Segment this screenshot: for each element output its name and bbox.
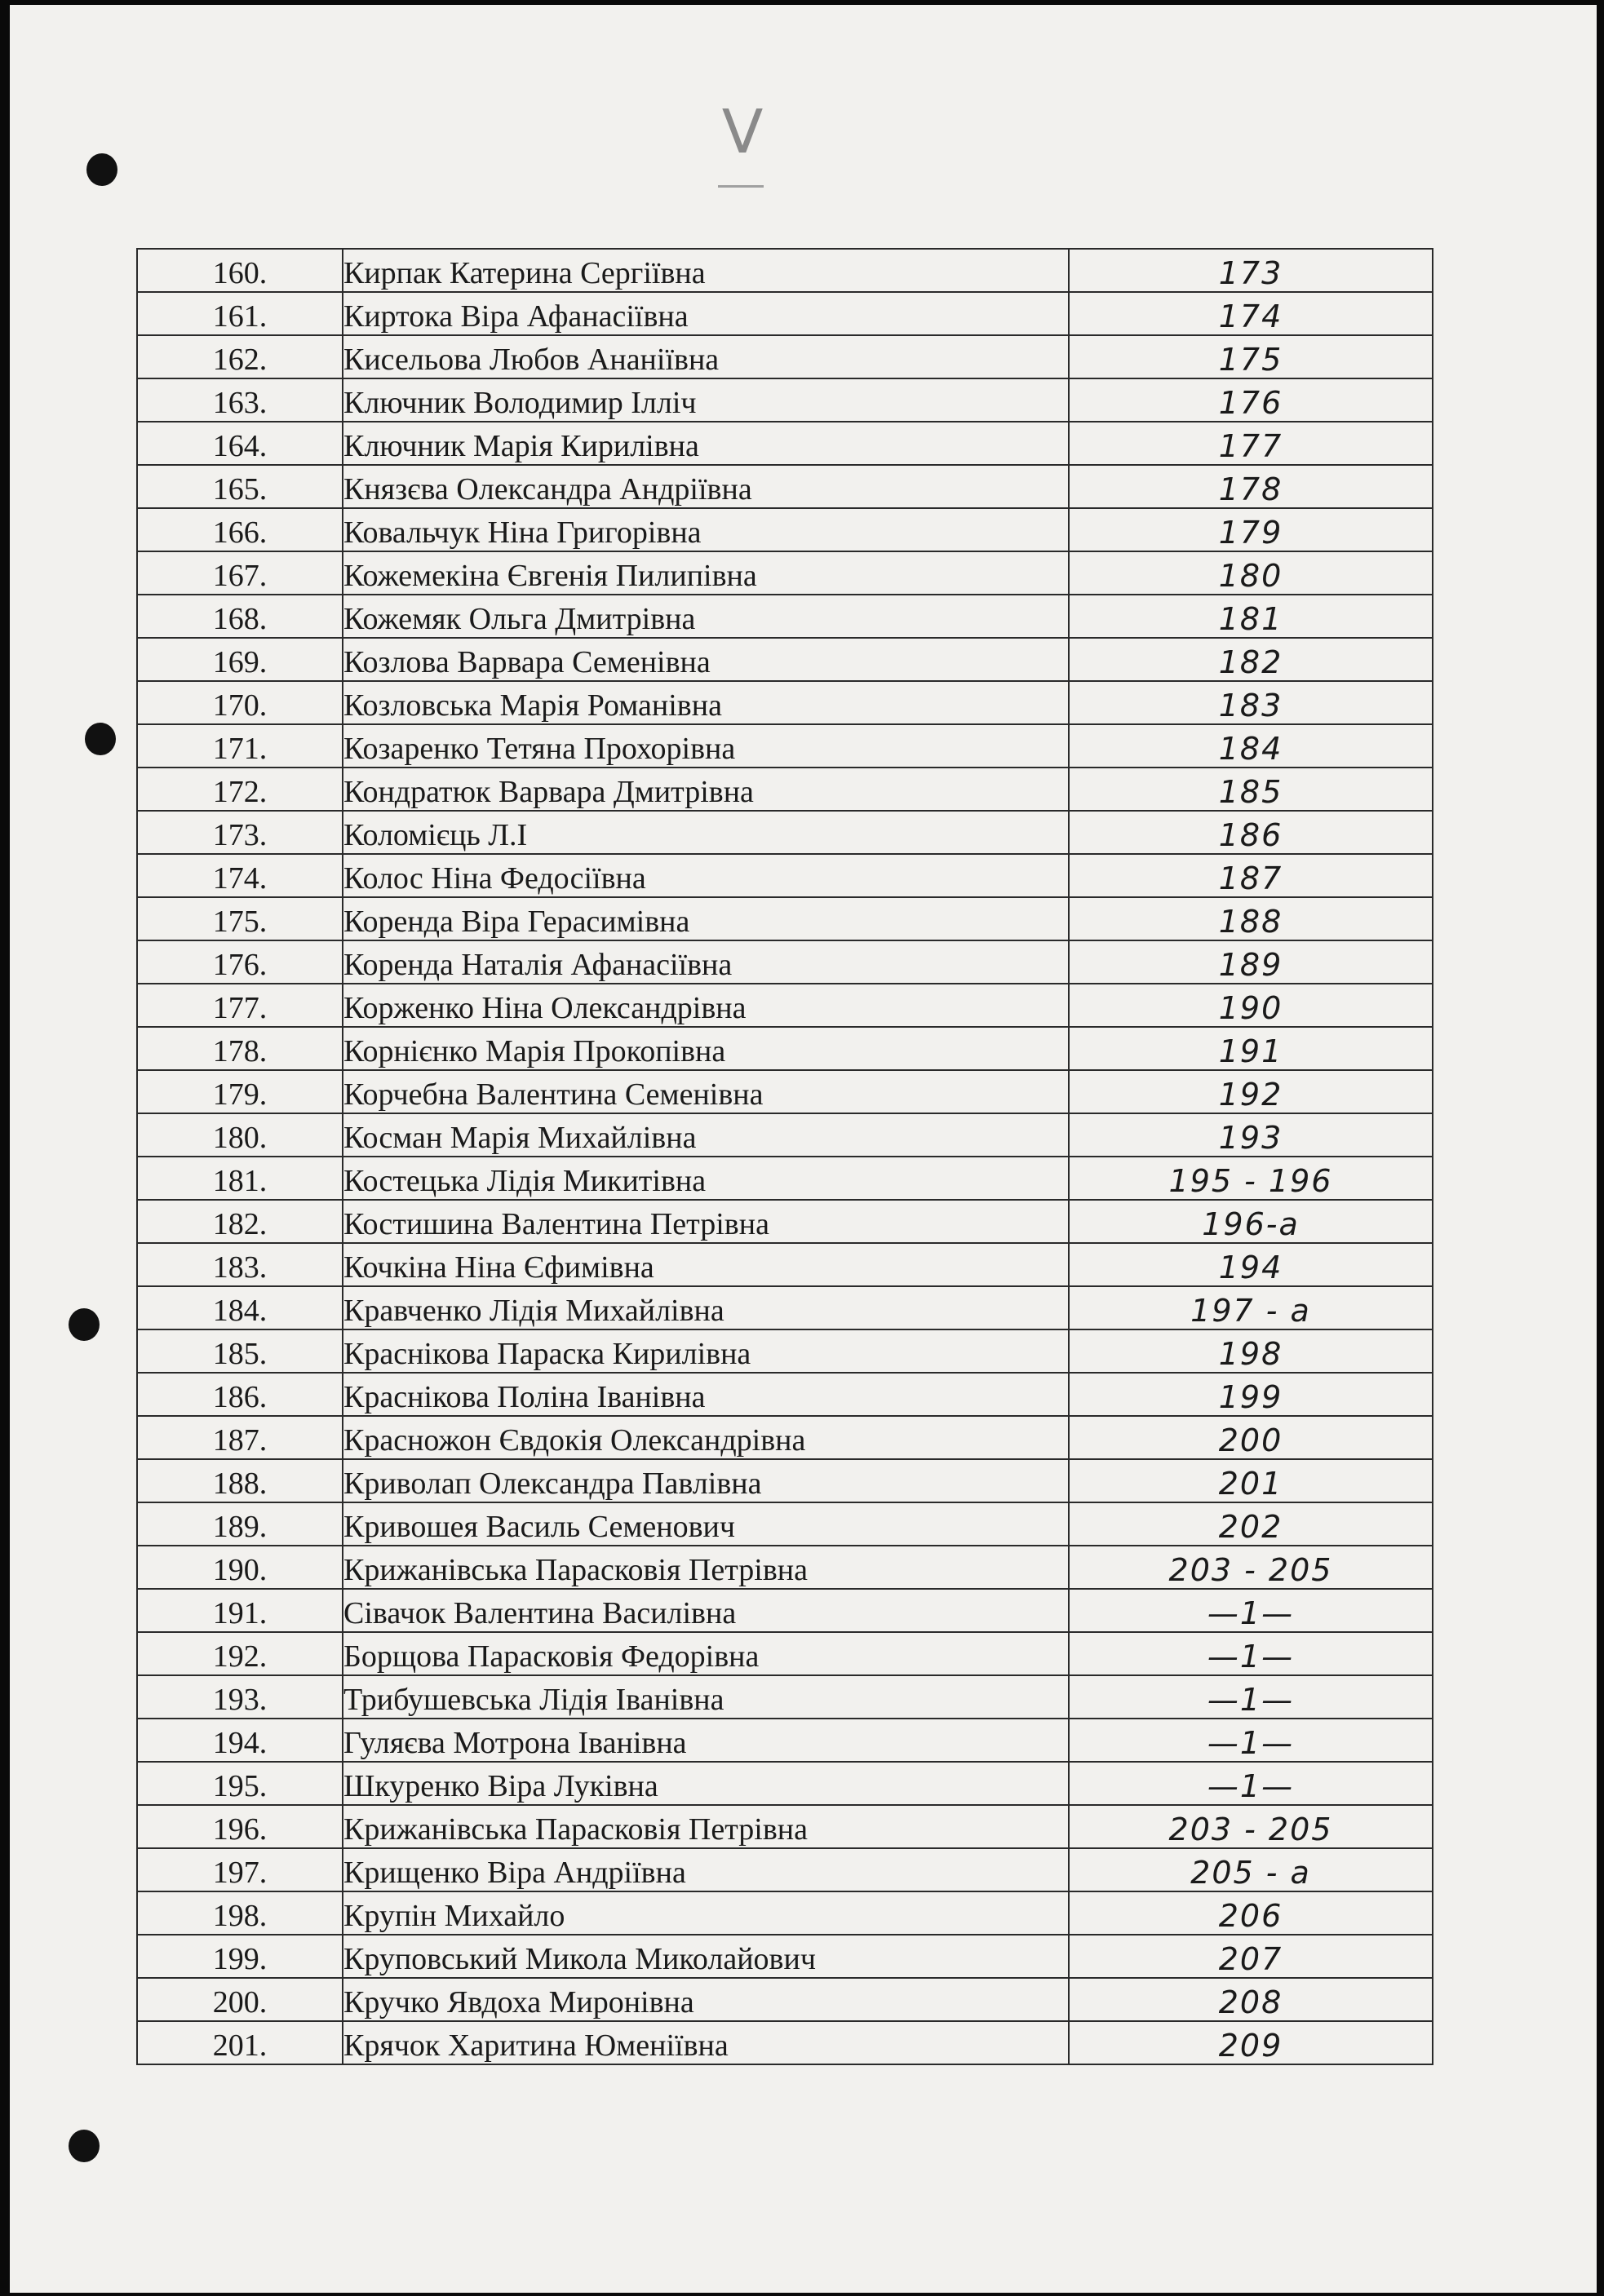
handwritten-reference: 195 - 196 (1069, 1157, 1433, 1200)
person-name: Козлова Варвара Семенівна (343, 638, 1069, 681)
person-name: Косман Марія Михайлівна (343, 1113, 1069, 1157)
table-row (137, 681, 1433, 724)
table-row (137, 854, 1433, 897)
person-name: Гуляєва Мотрона Іванівна (343, 1719, 1069, 1762)
row-number: 183. (137, 1243, 343, 1286)
handwritten-reference: 174 (1069, 292, 1433, 335)
handwritten-reference: 182 (1069, 638, 1433, 681)
person-name: Киртока Віра Афанасіївна (343, 292, 1069, 335)
person-name: Красножон Євдокія Олександрівна (343, 1416, 1069, 1459)
person-name: Борщова Парасковія Федорівна (343, 1632, 1069, 1675)
row-number: 167. (137, 551, 343, 595)
handwritten-reference: 207 (1069, 1935, 1433, 1978)
handwritten-reference: 205 - а (1069, 1848, 1433, 1891)
row-number: 160. (137, 249, 343, 292)
row-number: 199. (137, 1935, 343, 1978)
handwritten-reference: 208 (1069, 1978, 1433, 2021)
handwritten-reference: 179 (1069, 508, 1433, 551)
handwritten-reference: —1— (1069, 1762, 1433, 1805)
row-number: 188. (137, 1459, 343, 1502)
punch-hole-upper-middle (85, 723, 116, 755)
punch-hole-top (86, 153, 117, 186)
row-number: 162. (137, 335, 343, 378)
table-row (137, 508, 1433, 551)
row-number: 175. (137, 897, 343, 940)
table-row (137, 595, 1433, 638)
punch-hole-bottom (69, 2130, 100, 2162)
table-row (137, 1632, 1433, 1675)
handwritten-reference: 175 (1069, 335, 1433, 378)
row-number: 177. (137, 984, 343, 1027)
handwritten-reference: 201 (1069, 1459, 1433, 1502)
punch-hole-lower-middle (69, 1308, 100, 1341)
table-row (137, 1935, 1433, 1978)
folio-mark: V (710, 83, 775, 197)
table-row (137, 638, 1433, 681)
person-name: Крижанівська Парасковія Петрівна (343, 1805, 1069, 1848)
table-row (137, 465, 1433, 508)
row-number: 185. (137, 1329, 343, 1373)
row-number: 198. (137, 1891, 343, 1935)
handwritten-reference: 192 (1069, 1070, 1433, 1113)
handwritten-reference: 181 (1069, 595, 1433, 638)
handwritten-reference: 203 - 205 (1069, 1805, 1433, 1848)
handwritten-reference: 209 (1069, 2021, 1433, 2064)
row-number: 169. (137, 638, 343, 681)
person-name: Крупін Михайло (343, 1891, 1069, 1935)
handwritten-reference: 189 (1069, 940, 1433, 984)
row-number: 179. (137, 1070, 343, 1113)
table-row (137, 1200, 1433, 1243)
handwritten-reference: 183 (1069, 681, 1433, 724)
row-number: 164. (137, 422, 343, 465)
row-number: 170. (137, 681, 343, 724)
row-number: 192. (137, 1632, 343, 1675)
table-row (137, 335, 1433, 378)
table-row (137, 1416, 1433, 1459)
row-number: 194. (137, 1719, 343, 1762)
row-number: 196. (137, 1805, 343, 1848)
document-page (10, 5, 1597, 2293)
row-number: 173. (137, 811, 343, 854)
person-name: Кривошея Василь Семенович (343, 1502, 1069, 1546)
table-row (137, 1589, 1433, 1632)
table-row (137, 1027, 1433, 1070)
table-row (137, 1459, 1433, 1502)
table-row (137, 1719, 1433, 1762)
table-row (137, 422, 1433, 465)
person-name: Коренда Наталія Афанасіївна (343, 940, 1069, 984)
table-row (137, 1286, 1433, 1329)
row-number: 181. (137, 1157, 343, 1200)
table-row (137, 378, 1433, 422)
row-number: 182. (137, 1200, 343, 1243)
person-name: Колос Ніна Федосіївна (343, 854, 1069, 897)
handwritten-reference: 200 (1069, 1416, 1433, 1459)
person-name: Костишина Валентина Петрівна (343, 1200, 1069, 1243)
handwritten-reference: 180 (1069, 551, 1433, 595)
handwritten-reference: 199 (1069, 1373, 1433, 1416)
person-name: Коломієць Л.І (343, 811, 1069, 854)
handwritten-reference: 184 (1069, 724, 1433, 768)
row-number: 197. (137, 1848, 343, 1891)
row-number: 195. (137, 1762, 343, 1805)
person-name: Криволап Олександра Павлівна (343, 1459, 1069, 1502)
row-number: 166. (137, 508, 343, 551)
person-name: Ключник Володимир Ілліч (343, 378, 1069, 422)
person-name: Круповський Микола Миколайович (343, 1935, 1069, 1978)
table-row (137, 811, 1433, 854)
handwritten-reference: 177 (1069, 422, 1433, 465)
person-name: Кравченко Лідія Михайлівна (343, 1286, 1069, 1329)
table-row (137, 1157, 1433, 1200)
table-row (137, 1502, 1433, 1546)
name-register-table (136, 248, 1433, 2065)
person-name: Кожемекіна Євгенія Пилипівна (343, 551, 1069, 595)
person-name: Крячок Харитина Юменіївна (343, 2021, 1069, 2064)
person-name: Трибушевська Лідія Іванівна (343, 1675, 1069, 1719)
row-number: 168. (137, 595, 343, 638)
person-name: Крижанівська Парасковія Петрівна (343, 1546, 1069, 1589)
handwritten-reference: 193 (1069, 1113, 1433, 1157)
handwritten-reference: 191 (1069, 1027, 1433, 1070)
handwritten-reference: 206 (1069, 1891, 1433, 1935)
handwritten-reference: 194 (1069, 1243, 1433, 1286)
person-name: Корженко Ніна Олександрівна (343, 984, 1069, 1027)
handwritten-reference: 198 (1069, 1329, 1433, 1373)
handwritten-reference: —1— (1069, 1719, 1433, 1762)
table-row (137, 1070, 1433, 1113)
row-number: 186. (137, 1373, 343, 1416)
row-number: 163. (137, 378, 343, 422)
row-number: 191. (137, 1589, 343, 1632)
handwritten-reference: 203 - 205 (1069, 1546, 1433, 1589)
table-row (137, 1848, 1433, 1891)
handwritten-reference: 190 (1069, 984, 1433, 1027)
row-number: 161. (137, 292, 343, 335)
person-name: Шкуренко Віра Луківна (343, 1762, 1069, 1805)
table-row (137, 292, 1433, 335)
row-number: 165. (137, 465, 343, 508)
row-number: 178. (137, 1027, 343, 1070)
table-row (137, 1675, 1433, 1719)
table-row (137, 1891, 1433, 1935)
table-row (137, 2021, 1433, 2064)
handwritten-reference: 185 (1069, 768, 1433, 811)
table-row (137, 768, 1433, 811)
row-number: 201. (137, 2021, 343, 2064)
person-name: Кисельова Любов Ананіївна (343, 335, 1069, 378)
person-name: Кожемяк Ольга Дмитрівна (343, 595, 1069, 638)
row-number: 172. (137, 768, 343, 811)
person-name: Кручко Явдоха Миронівна (343, 1978, 1069, 2021)
person-name: Кирпак Катерина Сергіївна (343, 249, 1069, 292)
table-row (137, 984, 1433, 1027)
row-number: 193. (137, 1675, 343, 1719)
handwritten-reference: —1— (1069, 1589, 1433, 1632)
person-name: Краснікова Параска Кирилівна (343, 1329, 1069, 1373)
handwritten-reference: 196-а (1069, 1200, 1433, 1243)
table-row (137, 1762, 1433, 1805)
table-row (137, 1373, 1433, 1416)
person-name: Ключник Марія Кирилівна (343, 422, 1069, 465)
person-name: Кондратюк Варвара Дмитрівна (343, 768, 1069, 811)
handwritten-reference: 188 (1069, 897, 1433, 940)
table-row (137, 897, 1433, 940)
row-number: 189. (137, 1502, 343, 1546)
row-number: 200. (137, 1978, 343, 2021)
row-number: 174. (137, 854, 343, 897)
handwritten-reference: —1— (1069, 1632, 1433, 1675)
handwritten-reference: 197 - а (1069, 1286, 1433, 1329)
table-row (137, 1546, 1433, 1589)
table-row (137, 724, 1433, 768)
table-row (137, 1243, 1433, 1286)
handwritten-reference: 176 (1069, 378, 1433, 422)
person-name: Краснікова Поліна Іванівна (343, 1373, 1069, 1416)
row-number: 190. (137, 1546, 343, 1589)
person-name: Князєва Олександра Андріївна (343, 465, 1069, 508)
person-name: Крищенко Віра Андріївна (343, 1848, 1069, 1891)
table-row (137, 249, 1433, 292)
handwritten-reference: 187 (1069, 854, 1433, 897)
handwritten-reference: 173 (1069, 249, 1433, 292)
person-name: Ковальчук Ніна Григорівна (343, 508, 1069, 551)
person-name: Корнієнко Марія Прокопівна (343, 1027, 1069, 1070)
handwritten-reference: 186 (1069, 811, 1433, 854)
table-row (137, 1329, 1433, 1373)
handwritten-reference: 178 (1069, 465, 1433, 508)
table-row (137, 551, 1433, 595)
row-number: 180. (137, 1113, 343, 1157)
handwritten-reference: 202 (1069, 1502, 1433, 1546)
row-number: 187. (137, 1416, 343, 1459)
table-row (137, 1978, 1433, 2021)
person-name: Козаренко Тетяна Прохорівна (343, 724, 1069, 768)
row-number: 176. (137, 940, 343, 984)
row-number: 184. (137, 1286, 343, 1329)
row-number: 171. (137, 724, 343, 768)
person-name: Козловська Марія Романівна (343, 681, 1069, 724)
person-name: Костецька Лідія Микитівна (343, 1157, 1069, 1200)
table-row (137, 940, 1433, 984)
table-row (137, 1113, 1433, 1157)
person-name: Коренда Віра Герасимівна (343, 897, 1069, 940)
handwritten-reference: —1— (1069, 1675, 1433, 1719)
person-name: Сівачок Валентина Василівна (343, 1589, 1069, 1632)
table-row (137, 1805, 1433, 1848)
person-name: Корчебна Валентина Семенівна (343, 1070, 1069, 1113)
person-name: Кочкіна Ніна Єфимівна (343, 1243, 1069, 1286)
